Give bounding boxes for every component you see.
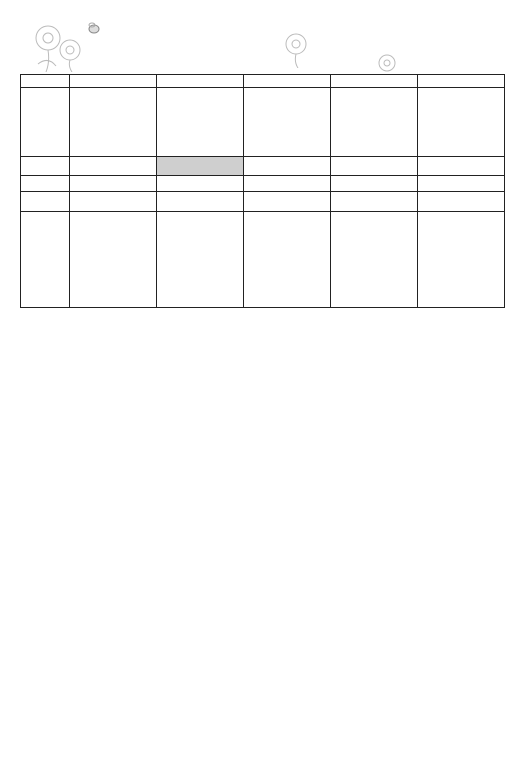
dismissal-label (21, 192, 70, 212)
morning-cell (70, 157, 157, 176)
morning-label (21, 157, 70, 176)
lunch-cell (70, 176, 157, 192)
bring-cell (70, 212, 157, 308)
event-cell (244, 88, 331, 157)
dismissal-time (244, 192, 331, 212)
day-header (331, 75, 418, 88)
day-header (157, 75, 244, 88)
header (0, 0, 519, 74)
morning-cell (244, 157, 331, 176)
dismissal-time (70, 192, 157, 212)
morning-cell (418, 157, 505, 176)
lunch-cell (331, 176, 418, 192)
corner-cell (21, 75, 70, 88)
bring-cell (244, 212, 331, 308)
flower-icon (276, 28, 316, 68)
bring-cell (331, 212, 418, 308)
lunch-label (21, 176, 70, 192)
events-label (21, 88, 70, 157)
dismissal-time (157, 192, 244, 212)
dandelion-icon (28, 20, 88, 72)
event-cell (70, 88, 157, 157)
event-cell (331, 88, 418, 157)
day-header-row (21, 75, 505, 88)
lunch-cell (418, 176, 505, 192)
day-header (244, 75, 331, 88)
lunch-cell (244, 176, 331, 192)
lunch-row (21, 176, 505, 192)
bring-cell (157, 212, 244, 308)
timetable (20, 74, 505, 308)
bee-icon (86, 22, 102, 34)
event-cell (157, 88, 244, 157)
dismissal-row (21, 192, 505, 212)
day-header (70, 75, 157, 88)
lunch-cell (157, 176, 244, 192)
morning-row (21, 157, 505, 176)
morning-cell (331, 157, 418, 176)
event-cell (418, 88, 505, 157)
bring-cell (418, 212, 505, 308)
bring-row (21, 212, 505, 308)
bring-label (21, 212, 70, 308)
dismissal-time (331, 192, 418, 212)
day-header (418, 75, 505, 88)
flower-icon (372, 52, 402, 74)
dismissal-time (418, 192, 505, 212)
morning-cell (157, 157, 244, 176)
events-row (21, 88, 505, 157)
